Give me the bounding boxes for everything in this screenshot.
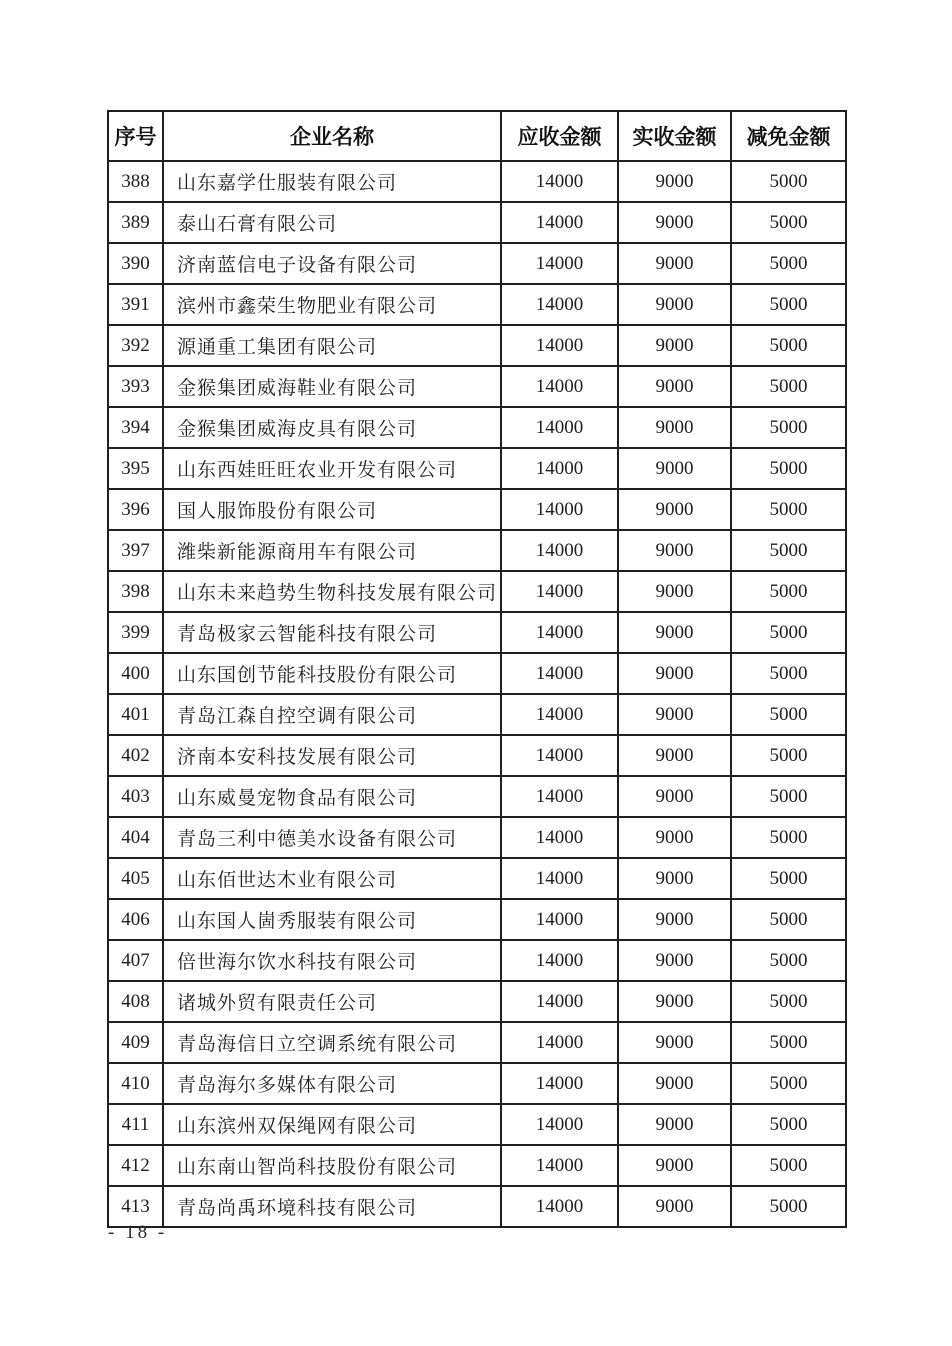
table-row [108,489,846,530]
received-amount-cell: 9000 [618,366,731,407]
company-name-cell: 济南蓝信电子设备有限公司 [163,243,501,284]
receivable-amount-cell: 14000 [501,243,618,284]
received-amount-cell: 9000 [618,612,731,653]
receivable-amount-cell: 14000 [501,284,618,325]
received-amount-cell: 9000 [618,530,731,571]
received-amount-cell: 9000 [618,202,731,243]
table-row [108,366,846,407]
header-company: 企业名称 [163,111,501,161]
receivable-amount-cell: 14000 [501,571,618,612]
row-index-cell: 391 [108,284,163,325]
received-amount-cell: 9000 [618,407,731,448]
table-row [108,776,846,817]
row-index-cell: 399 [108,612,163,653]
receivable-amount-cell: 14000 [501,1145,618,1186]
row-index-cell: 396 [108,489,163,530]
receivable-amount-cell: 14000 [501,653,618,694]
company-name-cell: 山东嘉学仕服装有限公司 [163,161,501,202]
company-name-cell: 山东国创节能科技股份有限公司 [163,653,501,694]
received-amount-cell: 9000 [618,161,731,202]
reduced-amount-cell: 5000 [731,858,846,899]
table-row [108,1022,846,1063]
company-name-cell: 山东国人崮秀服装有限公司 [163,899,501,940]
table-row [108,1063,846,1104]
row-index-cell: 388 [108,161,163,202]
table-row [108,858,846,899]
receivable-amount-cell: 14000 [501,448,618,489]
reduced-amount-cell: 5000 [731,776,846,817]
receivable-amount-cell: 14000 [501,612,618,653]
company-name-cell: 山东滨州双保绳网有限公司 [163,1104,501,1145]
page-number: - 18 - [108,1222,168,1243]
receivable-amount-cell: 14000 [501,366,618,407]
row-index-cell: 401 [108,694,163,735]
receivable-amount-cell: 14000 [501,1104,618,1145]
receivable-amount-cell: 14000 [501,858,618,899]
row-index-cell: 398 [108,571,163,612]
company-name-cell: 诸城外贸有限责任公司 [163,981,501,1022]
company-name-cell: 金猴集团威海皮具有限公司 [163,407,501,448]
received-amount-cell: 9000 [618,694,731,735]
row-index-cell: 408 [108,981,163,1022]
received-amount-cell: 9000 [618,489,731,530]
row-index-cell: 412 [108,1145,163,1186]
table-row [108,1104,846,1145]
reduced-amount-cell: 5000 [731,489,846,530]
table-row [108,1145,846,1186]
company-name-cell: 国人服饰股份有限公司 [163,489,501,530]
table-row [108,530,846,571]
table-row [108,325,846,366]
received-amount-cell: 9000 [618,325,731,366]
reduced-amount-cell: 5000 [731,735,846,776]
table-row [108,653,846,694]
company-name-cell: 泰山石膏有限公司 [163,202,501,243]
company-name-cell: 青岛海信日立空调系统有限公司 [163,1022,501,1063]
row-index-cell: 389 [108,202,163,243]
received-amount-cell: 9000 [618,1186,731,1227]
table-row [108,940,846,981]
company-name-cell: 源通重工集团有限公司 [163,325,501,366]
row-index-cell: 390 [108,243,163,284]
reduced-amount-cell: 5000 [731,530,846,571]
received-amount-cell: 9000 [618,735,731,776]
reduced-amount-cell: 5000 [731,1063,846,1104]
table-row [108,202,846,243]
table-row [108,694,846,735]
row-index-cell: 394 [108,407,163,448]
receivable-amount-cell: 14000 [501,735,618,776]
reduced-amount-cell: 5000 [731,1104,846,1145]
reduced-amount-cell: 5000 [731,1145,846,1186]
row-index-cell: 413 [108,1186,163,1227]
received-amount-cell: 9000 [618,243,731,284]
reduced-amount-cell: 5000 [731,940,846,981]
received-amount-cell: 9000 [618,448,731,489]
table-row [108,161,846,202]
row-index-cell: 411 [108,1104,163,1145]
company-name-cell: 山东西娃旺旺农业开发有限公司 [163,448,501,489]
receivable-amount-cell: 14000 [501,530,618,571]
company-name-cell: 济南本安科技发展有限公司 [163,735,501,776]
table-row [108,981,846,1022]
reduced-amount-cell: 5000 [731,1186,846,1227]
receivable-amount-cell: 14000 [501,1063,618,1104]
row-index-cell: 400 [108,653,163,694]
receivable-amount-cell: 14000 [501,694,618,735]
received-amount-cell: 9000 [618,940,731,981]
reduced-amount-cell: 5000 [731,407,846,448]
row-index-cell: 410 [108,1063,163,1104]
row-index-cell: 409 [108,1022,163,1063]
company-name-cell: 倍世海尔饮水科技有限公司 [163,940,501,981]
receivable-amount-cell: 14000 [501,776,618,817]
received-amount-cell: 9000 [618,571,731,612]
received-amount-cell: 9000 [618,776,731,817]
reduced-amount-cell: 5000 [731,612,846,653]
table-row [108,899,846,940]
reduced-amount-cell: 5000 [731,325,846,366]
received-amount-cell: 9000 [618,899,731,940]
received-amount-cell: 9000 [618,858,731,899]
reduced-amount-cell: 5000 [731,1022,846,1063]
company-name-cell: 青岛海尔多媒体有限公司 [163,1063,501,1104]
company-name-cell: 山东南山智尚科技股份有限公司 [163,1145,501,1186]
company-name-cell: 青岛三利中德美水设备有限公司 [163,817,501,858]
company-name-cell: 青岛极家云智能科技有限公司 [163,612,501,653]
header-reduced: 减免金额 [731,111,846,161]
received-amount-cell: 9000 [618,981,731,1022]
company-name-cell: 山东未来趋势生物科技发展有限公司 [163,571,501,612]
receivable-amount-cell: 14000 [501,1022,618,1063]
reduced-amount-cell: 5000 [731,448,846,489]
receivable-amount-cell: 14000 [501,940,618,981]
receivable-amount-cell: 14000 [501,899,618,940]
company-name-cell: 青岛江森自控空调有限公司 [163,694,501,735]
company-name-cell: 山东威曼宠物食品有限公司 [163,776,501,817]
receivable-amount-cell: 14000 [501,1186,618,1227]
row-index-cell: 395 [108,448,163,489]
header-index: 序号 [108,111,163,161]
receivable-amount-cell: 14000 [501,161,618,202]
reduced-amount-cell: 5000 [731,981,846,1022]
received-amount-cell: 9000 [618,284,731,325]
table-row [108,448,846,489]
header-receivable: 应收金额 [501,111,618,161]
receivable-amount-cell: 14000 [501,407,618,448]
table-row [108,1186,846,1227]
table-row [108,612,846,653]
row-index-cell: 392 [108,325,163,366]
receivable-amount-cell: 14000 [501,981,618,1022]
row-index-cell: 407 [108,940,163,981]
received-amount-cell: 9000 [618,817,731,858]
row-index-cell: 397 [108,530,163,571]
table-row [108,407,846,448]
reduced-amount-cell: 5000 [731,694,846,735]
table-row [108,817,846,858]
row-index-cell: 403 [108,776,163,817]
reduced-amount-cell: 5000 [731,284,846,325]
receivable-amount-cell: 14000 [501,817,618,858]
table-header-row [108,111,846,161]
reduced-amount-cell: 5000 [731,243,846,284]
received-amount-cell: 9000 [618,1063,731,1104]
reduced-amount-cell: 5000 [731,817,846,858]
company-name-cell: 潍柴新能源商用车有限公司 [163,530,501,571]
row-index-cell: 402 [108,735,163,776]
reduced-amount-cell: 5000 [731,571,846,612]
received-amount-cell: 9000 [618,1022,731,1063]
receivable-amount-cell: 14000 [501,325,618,366]
row-index-cell: 405 [108,858,163,899]
received-amount-cell: 9000 [618,1145,731,1186]
reduced-amount-cell: 5000 [731,653,846,694]
received-amount-cell: 9000 [618,653,731,694]
fee-table-body [108,161,846,1227]
receivable-amount-cell: 14000 [501,489,618,530]
company-name-cell: 滨州市鑫荣生物肥业有限公司 [163,284,501,325]
fee-reduction-table [107,110,847,1228]
header-received: 实收金额 [618,111,731,161]
table-row [108,243,846,284]
received-amount-cell: 9000 [618,1104,731,1145]
row-index-cell: 393 [108,366,163,407]
reduced-amount-cell: 5000 [731,899,846,940]
company-name-cell: 山东佰世达木业有限公司 [163,858,501,899]
reduced-amount-cell: 5000 [731,161,846,202]
row-index-cell: 406 [108,899,163,940]
company-name-cell: 青岛尚禹环境科技有限公司 [163,1186,501,1227]
table-row [108,571,846,612]
receivable-amount-cell: 14000 [501,202,618,243]
reduced-amount-cell: 5000 [731,366,846,407]
table-row [108,284,846,325]
row-index-cell: 404 [108,817,163,858]
table-row [108,735,846,776]
reduced-amount-cell: 5000 [731,202,846,243]
company-name-cell: 金猴集团威海鞋业有限公司 [163,366,501,407]
